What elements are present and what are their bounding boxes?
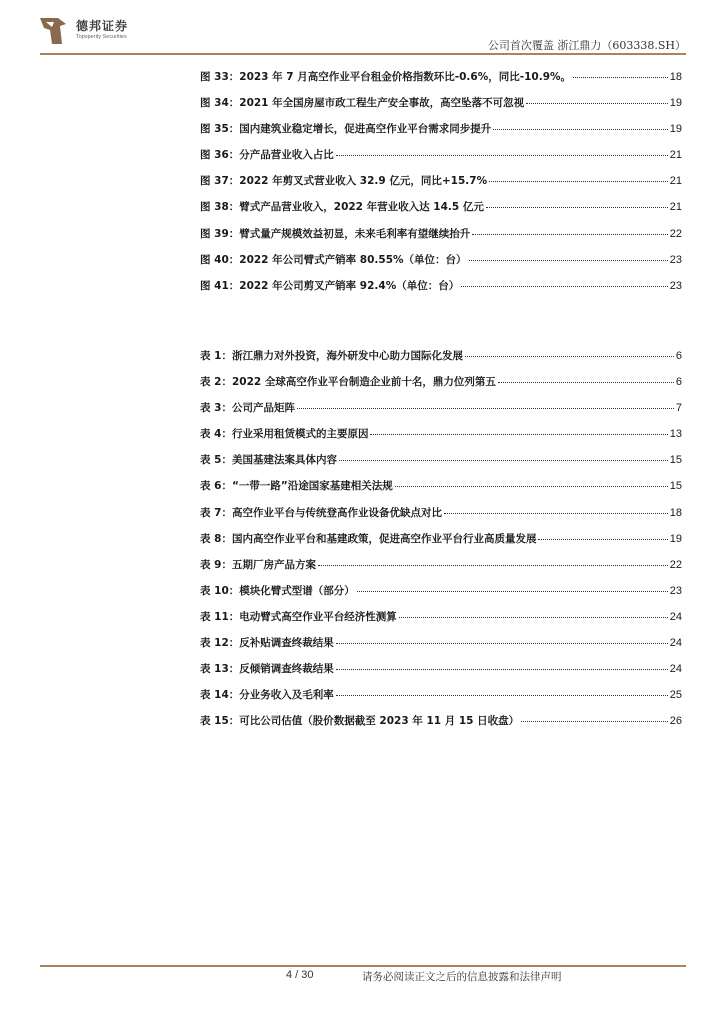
table-entry-page[interactable]: 6 (675, 376, 682, 389)
figure-entry-page[interactable]: 21 (669, 175, 682, 188)
figure-entry-title[interactable]: 图 37：2022 年剪叉式营业收入 32.9 亿元，同比+15.7% (200, 175, 488, 188)
dot-leader (486, 207, 668, 208)
table-entry[interactable] (200, 505, 682, 531)
report-header-title: 公司首次覆盖 浙江鼎力（603338.SH） (487, 39, 686, 52)
table-entry[interactable] (200, 478, 682, 504)
dot-leader (472, 234, 667, 235)
table-entry[interactable] (200, 635, 682, 661)
dot-leader (336, 643, 668, 644)
table-entry[interactable] (200, 557, 682, 583)
table-entry-title[interactable]: 表 13：反倾销调查终裁结果 (200, 663, 334, 676)
table-entry-page[interactable]: 19 (669, 532, 682, 545)
table-entry[interactable] (200, 426, 682, 452)
figure-entry[interactable] (200, 252, 682, 278)
logo-name: 德邦证券 (76, 19, 129, 33)
table-entry-title[interactable]: 表 9：五期厂房产品方案 (200, 558, 316, 571)
dot-leader (493, 129, 667, 130)
table-entry-title[interactable]: 表 1：浙江鼎力对外投资，海外研发中心助力国际化发展 (200, 350, 463, 362)
table-entry-page[interactable]: 15 (669, 480, 682, 493)
table-entry-page[interactable]: 6 (675, 350, 682, 362)
table-entry-page[interactable]: 13 (669, 428, 682, 441)
table-entry[interactable] (200, 609, 682, 635)
table-entry-title[interactable]: 表 7：高空作业平台与传统登高作业设备优缺点对比 (200, 506, 442, 519)
figure-entry-page[interactable]: 18 (669, 71, 682, 83)
dot-leader (461, 286, 668, 287)
figure-entry[interactable] (200, 226, 682, 252)
figure-index-list (200, 69, 682, 304)
dot-leader (469, 260, 668, 261)
dot-leader (336, 155, 668, 156)
figure-entry-page[interactable]: 23 (669, 279, 682, 292)
logo-mark-icon (38, 14, 70, 46)
table-entry-title[interactable]: 表 6：“一带一路”沿途国家基建相关法规 (200, 480, 393, 493)
table-entry[interactable] (200, 531, 682, 557)
table-entry-page[interactable]: 24 (669, 663, 682, 676)
header-divider (40, 53, 686, 55)
table-entry[interactable] (200, 348, 682, 374)
dot-leader (336, 695, 668, 696)
figure-entry[interactable] (200, 147, 682, 173)
dot-leader (336, 669, 668, 670)
table-entry-page[interactable]: 24 (669, 610, 682, 623)
table-entry-title[interactable]: 表 8：国内高空作业平台和基建政策，促进高空作业平台行业高质量发展 (200, 532, 537, 545)
figure-entry-page[interactable]: 21 (669, 149, 682, 162)
dot-leader (465, 356, 674, 357)
table-entry[interactable] (200, 583, 682, 609)
table-entry[interactable] (200, 374, 682, 400)
figure-entry-page[interactable]: 19 (669, 97, 682, 110)
dot-leader (395, 486, 668, 487)
figure-entry-title[interactable]: 图 39：臂式量产规模效益初显，未来毛利率有望继续抬升 (200, 227, 471, 240)
table-entry-title[interactable]: 表 4：行业采用租赁模式的主要原因 (200, 428, 369, 441)
dot-leader (399, 617, 668, 618)
disclaimer-note: 请务必阅读正文之后的信息披露和法律声明 (362, 971, 562, 983)
figure-entry-title[interactable]: 图 33：2023 年 7 月高空作业平台租金价格指数环比-0.6%，同比-10.9%。 (200, 71, 572, 83)
dot-leader (318, 565, 668, 566)
table-entry-page[interactable]: 7 (675, 402, 682, 415)
figure-entry-title[interactable]: 图 38：臂式产品营业收入，2022 年营业收入达 14.5 亿元 (200, 201, 484, 214)
dot-leader (498, 382, 674, 383)
table-entry-page[interactable]: 18 (669, 506, 682, 519)
table-entry-page[interactable]: 15 (669, 454, 682, 467)
dot-leader (573, 77, 668, 78)
dot-leader (357, 591, 668, 592)
table-entry-title[interactable]: 表 10：模块化臂式型谱（部分） (200, 584, 355, 597)
dot-leader (339, 460, 668, 461)
table-entry-title[interactable]: 表 12：反补贴调查终裁结果 (200, 637, 334, 650)
table-entry-title[interactable]: 表 11：电动臂式高空作业平台经济性测算 (200, 610, 397, 623)
logo-subtitle: Topsperity Securities (76, 34, 127, 40)
table-entry-page[interactable]: 25 (669, 689, 682, 702)
table-entry-title[interactable]: 表 3：公司产品矩阵 (200, 402, 295, 415)
table-entry-page[interactable]: 23 (669, 584, 682, 597)
table-entry-page[interactable]: 26 (669, 715, 682, 728)
page-number: 4 / 30 (286, 969, 314, 981)
figure-entry[interactable] (200, 95, 682, 121)
figure-entry-page[interactable]: 22 (669, 227, 682, 240)
table-entry-title[interactable]: 表 14：分业务收入及毛利率 (200, 689, 334, 702)
figure-entry[interactable] (200, 121, 682, 147)
table-entry[interactable] (200, 452, 682, 478)
table-entry[interactable] (200, 400, 682, 426)
dot-leader (521, 721, 668, 722)
table-entry[interactable] (200, 661, 682, 687)
figure-entry-page[interactable]: 19 (669, 123, 682, 136)
figure-entry-page[interactable]: 23 (669, 253, 682, 266)
table-entry-title[interactable]: 表 2：2022 全球高空作业平台制造企业前十名，鼎力位列第五 (200, 376, 496, 389)
figure-entry-title[interactable]: 图 36：分产品营业收入占比 (200, 149, 334, 162)
table-entry-page[interactable]: 22 (669, 558, 682, 571)
figure-entry-title[interactable]: 图 40：2022 年公司臂式产销率 80.55%（单位：台） (200, 253, 467, 266)
figure-entry[interactable] (200, 69, 682, 95)
dot-leader (297, 408, 674, 409)
dot-leader (538, 539, 667, 540)
company-logo (38, 14, 158, 46)
figure-entry-page[interactable]: 21 (669, 201, 682, 214)
table-entry-title[interactable]: 表 15：可比公司估值（股价数据截至 2023 年 11 月 15 日收盘） (200, 715, 520, 728)
figure-entry[interactable] (200, 199, 682, 225)
table-entry-title[interactable]: 表 5：美国基建法案具体内容 (200, 454, 337, 467)
figure-entry-title[interactable]: 图 35：国内建筑业稳定增长，促进高空作业平台需求同步提升 (200, 123, 492, 136)
dot-leader (444, 513, 668, 514)
table-entry[interactable] (200, 687, 682, 713)
dot-leader (526, 103, 668, 104)
figure-entry-title[interactable]: 图 41：2022 年公司剪叉产销率 92.4%（单位：台） (200, 279, 460, 292)
table-entry[interactable] (200, 713, 682, 739)
dot-leader (489, 181, 668, 182)
table-entry-page[interactable]: 24 (669, 637, 682, 650)
figure-entry[interactable] (200, 173, 682, 199)
figure-entry[interactable] (200, 278, 682, 304)
figure-entry-title[interactable]: 图 34：2021 年全国房屋市政工程生产安全事故，高空坠落不可忽视 (200, 97, 525, 110)
dot-leader (370, 434, 667, 435)
table-index-list (200, 348, 682, 739)
footer-divider (40, 965, 686, 967)
